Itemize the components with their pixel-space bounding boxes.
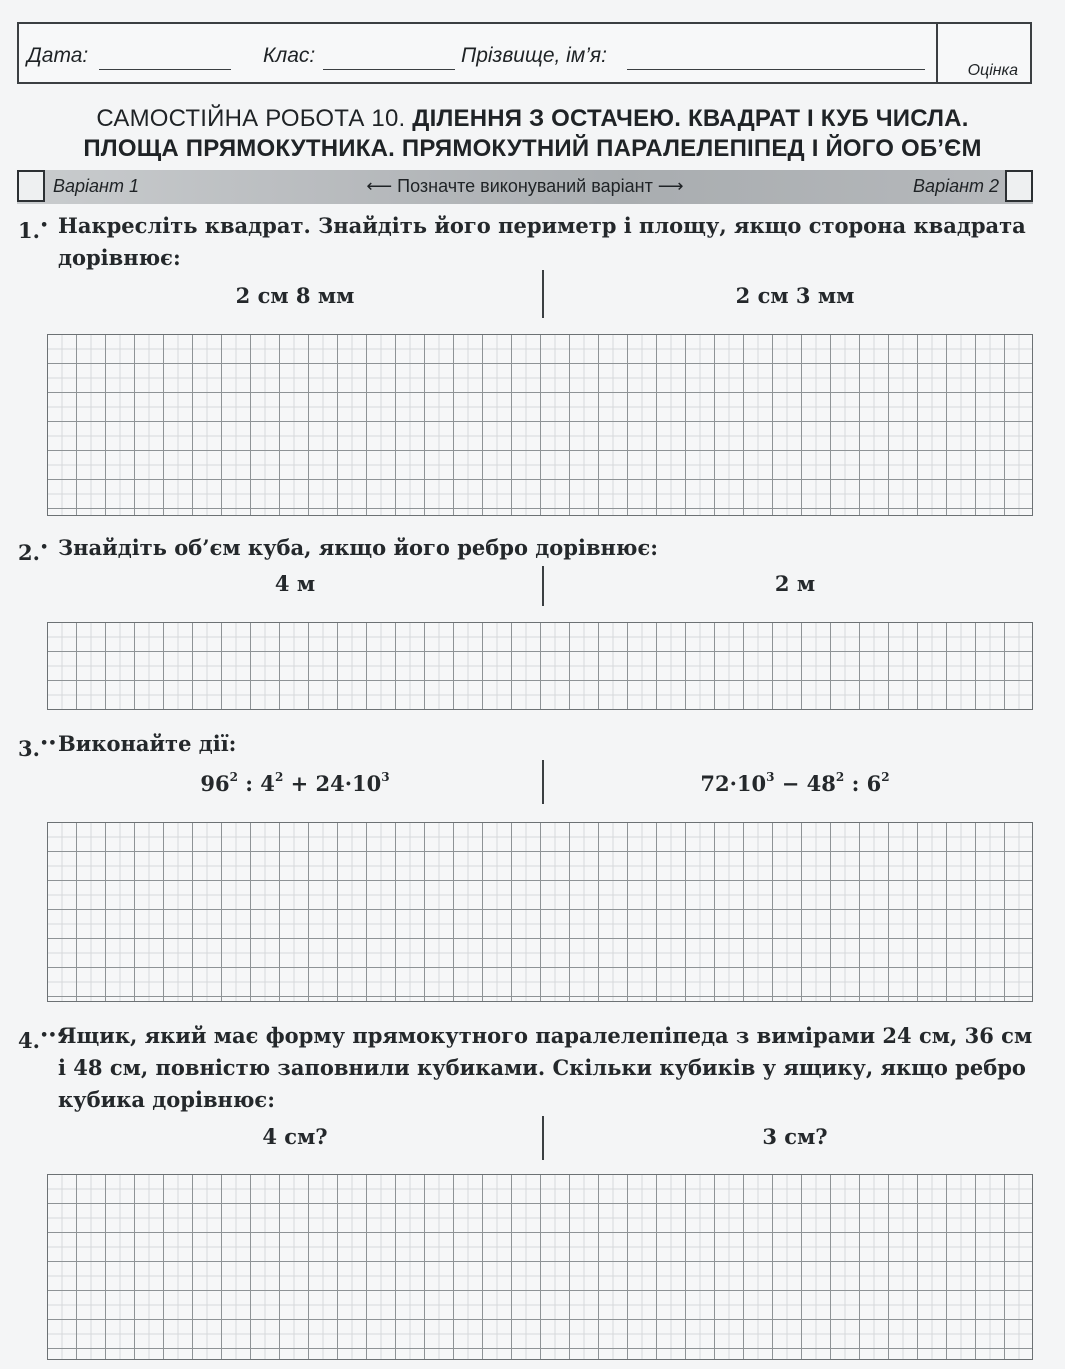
task-2-variant2-value: 2 м [774, 571, 816, 596]
title-prefix: САМОСТІЙНА РОБОТА 10. [96, 105, 406, 132]
date-label: Дата: [27, 44, 89, 67]
date-field[interactable] [99, 69, 231, 70]
title-line2-bold: ПЛОЩА ПРЯМОКУТНИКА. ПРЯМОКУТНИЙ ПАРАЛЕЛЕПІПЕД І ЙОГО ОБ’ЄМ [83, 135, 982, 162]
task-3 [18, 728, 1033, 765]
task-number: 4.••• [18, 1028, 65, 1053]
score-label: Оцінка [967, 62, 1018, 79]
variant-divider [542, 760, 544, 804]
task-3-variant2-expression: $72\cdot 10^3 - 48^2$ : $6^2$ [700, 770, 890, 796]
task-4-variant1-value: 4 см? [262, 1124, 328, 1149]
task-1-text: Накресліть квадрат. Знайдіть його периметр і площу, якщо сторона квадрата дорівнює: [58, 213, 1026, 270]
class-field[interactable] [323, 69, 455, 70]
variant-divider [542, 270, 544, 318]
task-3-variant1-expression: $96^2$ : $4^2 + 24\cdot 10^3$ [200, 770, 390, 796]
task-1-variant1-value: 2 см 8 мм [235, 283, 355, 308]
task-1 [18, 210, 1033, 280]
title-line1-bold: ДІЛЕННЯ З ОСТАЧЕЮ. КВАДРАТ І КУБ ЧИСЛА. [412, 105, 969, 132]
variant-bar [17, 170, 1033, 204]
task-3-answer-grid[interactable] [47, 822, 1033, 1002]
name-label: Прізвище, ім’я: [461, 44, 607, 67]
task-4-variant2-value: 3 см? [762, 1124, 828, 1149]
variant-divider [542, 1116, 544, 1160]
task-1-variant2-value: 2 см 3 мм [735, 283, 855, 308]
task-number: 3.•• [18, 736, 57, 761]
task-2-variant1-value: 4 м [274, 571, 316, 596]
variant-instruction: ⟵ Позначте виконуваний варіант ⟶ [366, 176, 684, 196]
task-4-answer-grid[interactable] [47, 1174, 1033, 1360]
task-2 [18, 532, 1033, 569]
task-3-text: Виконайте дії: [58, 731, 237, 756]
task-2-text: Знайдіть об’єм куба, якщо його ребро дорівнює: [58, 535, 658, 560]
name-field[interactable] [627, 69, 925, 70]
task-4 [18, 1020, 1033, 1116]
page-title-line1 [0, 105, 1065, 133]
variant1-label: Варіант 1 [53, 176, 139, 196]
variant2-checkbox[interactable] [1005, 170, 1033, 202]
header-box [17, 22, 1032, 84]
task-2-answer-grid[interactable] [47, 622, 1033, 710]
variant-divider [542, 566, 544, 606]
task-number: 1.• [18, 218, 49, 243]
task-4-text: Ящик, який має форму прямокутного паралелепіпеда з вимірами 24 см, 36 см і 48 см, повністю заповнили кубиками. Скільки кубиків у ящику, якщо ребро кубика дорівнює: [58, 1023, 1033, 1112]
page-title-line2 [0, 135, 1065, 163]
variant2-label: Варіант 2 [913, 176, 999, 196]
task-number: 2.• [18, 540, 49, 565]
task-1-answer-grid[interactable] [47, 334, 1033, 516]
class-label: Клас: [263, 44, 316, 67]
score-box[interactable] [936, 22, 1032, 84]
